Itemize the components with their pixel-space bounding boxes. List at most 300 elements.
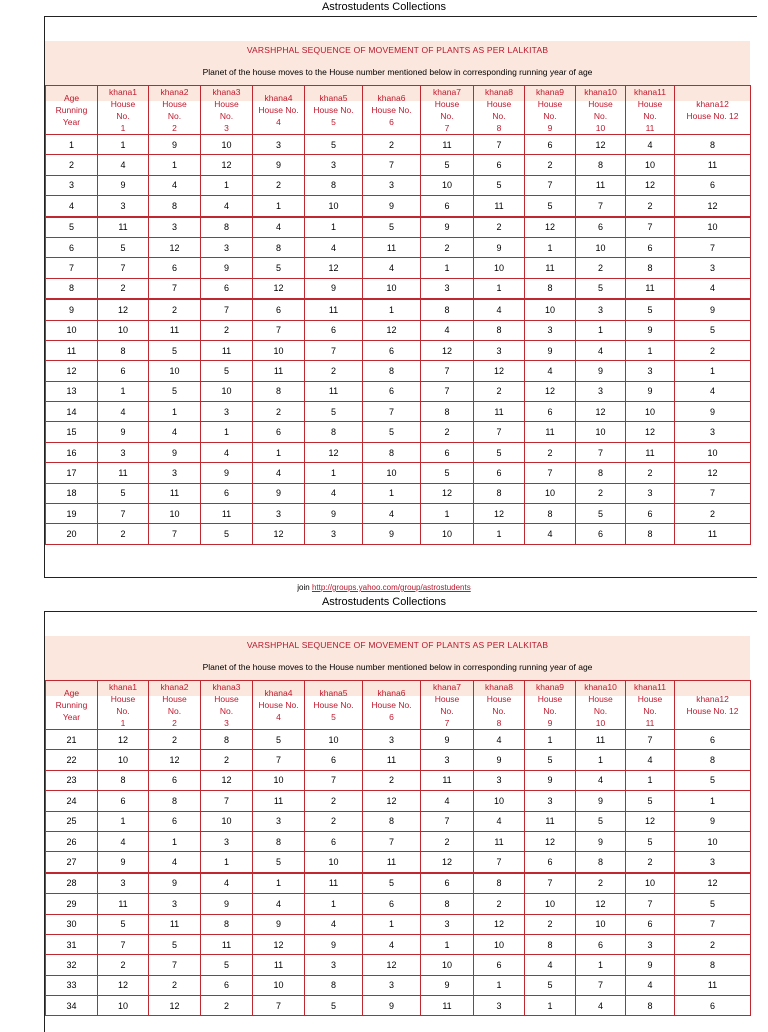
house-cell: 8 xyxy=(305,422,363,442)
column-header-line: khana9 xyxy=(536,87,564,97)
age-cell: 9 xyxy=(46,299,98,320)
house-cell: 2 xyxy=(421,237,474,257)
column-header-line: 11 xyxy=(645,123,655,133)
house-cell: 2 xyxy=(626,852,675,873)
house-cell: 6 xyxy=(253,299,305,320)
table-row xyxy=(46,914,751,934)
column-header-line: khana7 xyxy=(433,682,461,692)
house-cell: 9 xyxy=(363,996,421,1016)
column-header-line: House No. xyxy=(371,105,412,115)
house-cell: 1 xyxy=(98,135,149,155)
house-cell: 3 xyxy=(626,483,675,503)
house-cell: 1 xyxy=(576,750,626,770)
age-cell: 30 xyxy=(46,914,98,934)
house-cell: 2 xyxy=(421,831,474,851)
house-cell: 8 xyxy=(474,320,525,340)
house-cell: 11 xyxy=(149,914,201,934)
house-cell: 1 xyxy=(474,975,525,995)
house-cell: 3 xyxy=(626,934,675,954)
column-header-line: 7 xyxy=(444,123,450,133)
house-cell: 10 xyxy=(149,361,201,381)
house-cell: 5 xyxy=(201,524,253,544)
column-header-line: khana6 xyxy=(377,688,406,698)
column-header-line: Running xyxy=(55,700,88,710)
age-cell: 26 xyxy=(46,831,98,851)
house-cell: 2 xyxy=(675,504,751,524)
house-cell: 7 xyxy=(363,155,421,175)
house-cell: 6 xyxy=(626,504,675,524)
column-header-line: House No. xyxy=(313,105,354,115)
house-cell: 5 xyxy=(525,975,576,995)
house-cell: 7 xyxy=(525,175,576,195)
house-cell: 4 xyxy=(576,340,626,360)
house-cell: 12 xyxy=(98,730,149,750)
house-cell: 6 xyxy=(675,730,751,750)
house-cell: 1 xyxy=(253,873,305,894)
house-cell: 12 xyxy=(98,299,149,320)
house-cell: 4 xyxy=(525,524,576,544)
house-cell: 3 xyxy=(253,811,305,831)
house-cell: 3 xyxy=(363,175,421,195)
house-cell: 2 xyxy=(576,258,626,278)
column-header-line: khana8 xyxy=(485,87,513,97)
house-cell: 6 xyxy=(576,217,626,238)
column-header xyxy=(253,681,305,730)
house-cell: 1 xyxy=(363,914,421,934)
house-cell: 6 xyxy=(363,894,421,914)
house-cell: 1 xyxy=(576,955,626,975)
column-header xyxy=(525,86,576,135)
house-cell: 8 xyxy=(576,463,626,483)
table-row xyxy=(46,381,751,401)
house-cell: 6 xyxy=(201,278,253,299)
house-cell: 7 xyxy=(474,852,525,873)
column-header-line: House xyxy=(486,99,512,109)
house-cell: 2 xyxy=(98,955,149,975)
house-cell: 2 xyxy=(421,422,474,442)
house-cell: 3 xyxy=(201,831,253,851)
column-header-line: House xyxy=(637,99,663,109)
house-cell: 4 xyxy=(626,135,675,155)
house-cell: 3 xyxy=(525,791,576,811)
house-cell: 4 xyxy=(576,770,626,790)
column-header xyxy=(675,86,751,135)
column-header xyxy=(675,681,751,730)
house-cell: 8 xyxy=(626,524,675,544)
house-cell: 8 xyxy=(363,442,421,462)
house-cell: 5 xyxy=(474,175,525,195)
table-row xyxy=(46,811,751,831)
house-cell: 10 xyxy=(253,340,305,360)
house-cell: 4 xyxy=(421,791,474,811)
table-row xyxy=(46,504,751,524)
house-cell: 5 xyxy=(421,155,474,175)
house-cell: 12 xyxy=(98,975,149,995)
column-header-line: khana12 xyxy=(696,99,729,109)
house-cell: 5 xyxy=(201,361,253,381)
column-header-line: 8 xyxy=(496,123,502,133)
house-cell: 7 xyxy=(675,483,751,503)
house-cell: 2 xyxy=(675,934,751,954)
house-cell: 11 xyxy=(305,299,363,320)
column-header-line: House xyxy=(214,99,239,109)
house-cell: 5 xyxy=(253,852,305,873)
house-cell: 8 xyxy=(201,730,253,750)
house-cell: 11 xyxy=(525,811,576,831)
column-header-line: 1 xyxy=(120,718,126,728)
age-cell: 20 xyxy=(46,524,98,544)
house-cell: 2 xyxy=(201,996,253,1016)
column-header xyxy=(363,681,421,730)
table-header-row xyxy=(46,681,751,730)
house-cell: 3 xyxy=(149,217,201,238)
house-cell: 2 xyxy=(201,320,253,340)
house-cell: 3 xyxy=(421,750,474,770)
house-cell: 10 xyxy=(474,934,525,954)
table-row xyxy=(46,402,751,422)
column-header-line: House xyxy=(537,99,563,109)
house-cell: 9 xyxy=(675,811,751,831)
house-cell: 4 xyxy=(305,914,363,934)
house-cell: 9 xyxy=(98,175,149,195)
table-row xyxy=(46,894,751,914)
band-subtitle: Planet of the house moves to the House number mentioned below in corresponding running year of age xyxy=(202,67,593,77)
house-cell: 5 xyxy=(149,340,201,360)
age-cell: 13 xyxy=(46,381,98,401)
column-header-line: 7 xyxy=(444,718,450,728)
column-header-line: khana3 xyxy=(212,682,241,692)
house-cell: 3 xyxy=(363,730,421,750)
house-cell: 5 xyxy=(626,831,675,851)
house-cell: 12 xyxy=(149,750,201,770)
band-title-2: VARSHPHAL SEQUENCE OF MOVEMENT OF PLANTS AS PER LALKITAB xyxy=(246,640,549,650)
table-header-row xyxy=(46,86,751,135)
column-header-line: khana1 xyxy=(109,87,137,97)
house-cell: 9 xyxy=(201,894,253,914)
column-header-line: No. xyxy=(440,111,454,121)
house-cell: 5 xyxy=(149,934,201,954)
house-cell: 4 xyxy=(363,504,421,524)
house-cell: 2 xyxy=(305,361,363,381)
column-header-line: House No. xyxy=(258,105,299,115)
house-cell: 2 xyxy=(576,483,626,503)
column-header-line: House xyxy=(434,99,460,109)
house-cell: 7 xyxy=(149,524,201,544)
age-cell: 19 xyxy=(46,504,98,524)
column-header-line: Year xyxy=(62,117,81,127)
house-cell: 2 xyxy=(474,217,525,238)
house-cell: 5 xyxy=(675,894,751,914)
house-cell: 10 xyxy=(675,831,751,851)
house-cell: 7 xyxy=(525,873,576,894)
house-cell: 11 xyxy=(576,175,626,195)
house-cell: 12 xyxy=(474,361,525,381)
column-header-line: No. xyxy=(643,111,657,121)
house-cell: 5 xyxy=(525,750,576,770)
house-cell: 3 xyxy=(305,155,363,175)
house-cell: 10 xyxy=(98,750,149,770)
house-cell: 3 xyxy=(98,873,149,894)
house-cell: 1 xyxy=(576,320,626,340)
column-header-line: khana9 xyxy=(536,682,564,692)
house-cell: 9 xyxy=(626,381,675,401)
column-header-line: No. xyxy=(219,706,234,716)
house-cell: 11 xyxy=(474,402,525,422)
column-header-line: khana11 xyxy=(634,682,666,692)
house-cell: 10 xyxy=(149,504,201,524)
house-cell: 5 xyxy=(98,483,149,503)
house-cell: 4 xyxy=(253,894,305,914)
house-cell: 10 xyxy=(525,894,576,914)
house-cell: 8 xyxy=(474,873,525,894)
house-cell: 1 xyxy=(201,852,253,873)
house-cell: 12 xyxy=(363,320,421,340)
house-cell: 5 xyxy=(363,422,421,442)
column-header xyxy=(626,86,675,135)
house-cell: 3 xyxy=(576,381,626,401)
age-cell: 17 xyxy=(46,463,98,483)
house-cell: 11 xyxy=(149,483,201,503)
house-cell: 2 xyxy=(363,770,421,790)
age-cell: 8 xyxy=(46,278,98,299)
house-cell: 6 xyxy=(525,402,576,422)
age-cell: 4 xyxy=(46,196,98,217)
house-cell: 7 xyxy=(576,975,626,995)
house-cell: 3 xyxy=(525,320,576,340)
house-cell: 3 xyxy=(253,504,305,524)
column-header-line: No. xyxy=(543,706,557,716)
house-cell: 10 xyxy=(363,463,421,483)
house-cell: 2 xyxy=(626,463,675,483)
house-cell: 2 xyxy=(363,135,421,155)
house-cell: 4 xyxy=(253,463,305,483)
house-cell: 9 xyxy=(675,402,751,422)
house-cell: 2 xyxy=(98,524,149,544)
band-title: VARSHPHAL SEQUENCE OF MOVEMENT OF PLANTS AS PER LALKITAB xyxy=(246,45,549,55)
table-panel-1 xyxy=(44,16,757,578)
house-cell: 4 xyxy=(98,831,149,851)
age-cell: 3 xyxy=(46,175,98,195)
house-cell: 10 xyxy=(305,730,363,750)
house-cell: 6 xyxy=(201,975,253,995)
house-cell: 11 xyxy=(98,894,149,914)
house-cell: 9 xyxy=(576,791,626,811)
age-cell: 34 xyxy=(46,996,98,1016)
column-header-line: House No. xyxy=(371,700,412,710)
table-row xyxy=(46,422,751,442)
column-header xyxy=(46,681,98,730)
house-cell: 7 xyxy=(98,504,149,524)
house-cell: 7 xyxy=(626,894,675,914)
house-cell: 10 xyxy=(98,996,149,1016)
house-cell: 9 xyxy=(201,258,253,278)
house-cell: 12 xyxy=(576,402,626,422)
house-cell: 4 xyxy=(363,934,421,954)
table-row xyxy=(46,730,751,750)
house-cell: 6 xyxy=(305,831,363,851)
house-cell: 8 xyxy=(98,770,149,790)
house-cell: 9 xyxy=(474,237,525,257)
varshphal-table-2 xyxy=(45,680,751,1016)
house-cell: 9 xyxy=(474,750,525,770)
house-cell: 6 xyxy=(363,340,421,360)
column-header xyxy=(576,681,626,730)
house-cell: 9 xyxy=(98,852,149,873)
house-cell: 12 xyxy=(474,914,525,934)
table-row xyxy=(46,237,751,257)
column-header xyxy=(149,86,201,135)
column-header-line: khana11 xyxy=(634,87,666,97)
age-cell: 12 xyxy=(46,361,98,381)
house-cell: 2 xyxy=(98,278,149,299)
column-header-line: khana10 xyxy=(584,682,617,692)
house-cell: 6 xyxy=(576,524,626,544)
house-cell: 5 xyxy=(363,873,421,894)
house-cell: 1 xyxy=(363,299,421,320)
house-cell: 6 xyxy=(675,175,751,195)
house-cell: 3 xyxy=(149,463,201,483)
house-cell: 12 xyxy=(253,278,305,299)
house-cell: 9 xyxy=(305,278,363,299)
column-header-line: House No. xyxy=(313,700,354,710)
table-row xyxy=(46,278,751,299)
house-cell: 2 xyxy=(305,811,363,831)
house-cell: 1 xyxy=(253,196,305,217)
house-cell: 11 xyxy=(201,934,253,954)
house-cell: 4 xyxy=(98,402,149,422)
house-cell: 6 xyxy=(363,381,421,401)
house-cell: 2 xyxy=(149,975,201,995)
page-header-title: Astrostudents Collections xyxy=(321,1,447,13)
column-header-line: khana7 xyxy=(433,87,461,97)
house-cell: 7 xyxy=(253,750,305,770)
house-cell: 9 xyxy=(201,463,253,483)
house-cell: 4 xyxy=(98,155,149,175)
house-cell: 12 xyxy=(576,135,626,155)
age-cell: 32 xyxy=(46,955,98,975)
age-cell: 7 xyxy=(46,258,98,278)
house-cell: 8 xyxy=(149,196,201,217)
house-cell: 4 xyxy=(421,320,474,340)
house-cell: 12 xyxy=(525,217,576,238)
house-cell: 10 xyxy=(421,955,474,975)
age-cell: 21 xyxy=(46,730,98,750)
column-header-line: No. xyxy=(492,111,506,121)
house-cell: 7 xyxy=(576,196,626,217)
house-cell: 9 xyxy=(363,196,421,217)
house-cell: 6 xyxy=(525,852,576,873)
house-cell: 7 xyxy=(576,442,626,462)
house-cell: 3 xyxy=(675,422,751,442)
age-cell: 11 xyxy=(46,340,98,360)
house-cell: 1 xyxy=(421,258,474,278)
age-cell: 1 xyxy=(46,135,98,155)
column-header-line: khana10 xyxy=(584,87,617,97)
house-cell: 8 xyxy=(98,340,149,360)
house-cell: 1 xyxy=(149,402,201,422)
house-cell: 3 xyxy=(253,135,305,155)
house-cell: 3 xyxy=(305,955,363,975)
column-header-line: 9 xyxy=(547,123,553,133)
house-cell: 3 xyxy=(675,258,751,278)
house-cell: 5 xyxy=(421,463,474,483)
column-header-line: House No. xyxy=(258,700,299,710)
house-cell: 5 xyxy=(576,811,626,831)
house-cell: 5 xyxy=(305,402,363,422)
age-cell: 29 xyxy=(46,894,98,914)
house-cell: 2 xyxy=(305,791,363,811)
column-header-line: khana4 xyxy=(264,688,293,698)
house-cell: 6 xyxy=(149,258,201,278)
house-cell: 10 xyxy=(363,278,421,299)
house-cell: 1 xyxy=(305,217,363,238)
table-row xyxy=(46,155,751,175)
house-cell: 5 xyxy=(305,135,363,155)
table-row xyxy=(46,258,751,278)
column-header xyxy=(46,86,98,135)
house-cell: 6 xyxy=(474,463,525,483)
house-cell: 12 xyxy=(421,483,474,503)
house-cell: 5 xyxy=(201,955,253,975)
house-cell: 7 xyxy=(421,361,474,381)
house-cell: 1 xyxy=(421,934,474,954)
table-row xyxy=(46,524,751,544)
house-cell: 2 xyxy=(149,730,201,750)
column-header xyxy=(305,86,363,135)
column-header-line: Running xyxy=(55,105,88,115)
house-cell: 3 xyxy=(675,852,751,873)
age-cell: 25 xyxy=(46,811,98,831)
column-header-line: 4 xyxy=(276,712,281,722)
group-link[interactable]: http://groups.yahoo.com/group/astrostudents xyxy=(311,583,471,592)
house-cell: 7 xyxy=(253,996,305,1016)
house-cell: 10 xyxy=(253,770,305,790)
column-header-line: House xyxy=(162,99,187,109)
house-cell: 12 xyxy=(363,791,421,811)
house-cell: 3 xyxy=(149,894,201,914)
house-cell: 3 xyxy=(474,340,525,360)
house-cell: 4 xyxy=(576,996,626,1016)
house-cell: 6 xyxy=(98,791,149,811)
house-cell: 4 xyxy=(149,175,201,195)
column-header-line: khana5 xyxy=(319,688,348,698)
house-cell: 4 xyxy=(149,422,201,442)
house-cell: 4 xyxy=(675,381,751,401)
column-header-line: 4 xyxy=(276,117,281,127)
house-cell: 5 xyxy=(98,914,149,934)
house-cell: 4 xyxy=(525,361,576,381)
column-header-line: 6 xyxy=(389,712,394,722)
table-row xyxy=(46,340,751,360)
house-cell: 12 xyxy=(201,155,253,175)
house-cell: 11 xyxy=(421,770,474,790)
house-cell: 11 xyxy=(253,791,305,811)
house-cell: 7 xyxy=(305,340,363,360)
house-cell: 8 xyxy=(675,750,751,770)
column-header-line: khana1 xyxy=(109,682,137,692)
house-cell: 1 xyxy=(474,278,525,299)
table-row xyxy=(46,852,751,873)
column-header xyxy=(626,681,675,730)
age-cell: 10 xyxy=(46,320,98,340)
house-cell: 10 xyxy=(421,175,474,195)
page-header-title-2: Astrostudents Collections xyxy=(321,596,447,608)
join-footer xyxy=(0,583,768,592)
house-cell: 4 xyxy=(525,955,576,975)
house-cell: 6 xyxy=(421,873,474,894)
house-cell: 4 xyxy=(201,196,253,217)
house-cell: 7 xyxy=(474,135,525,155)
